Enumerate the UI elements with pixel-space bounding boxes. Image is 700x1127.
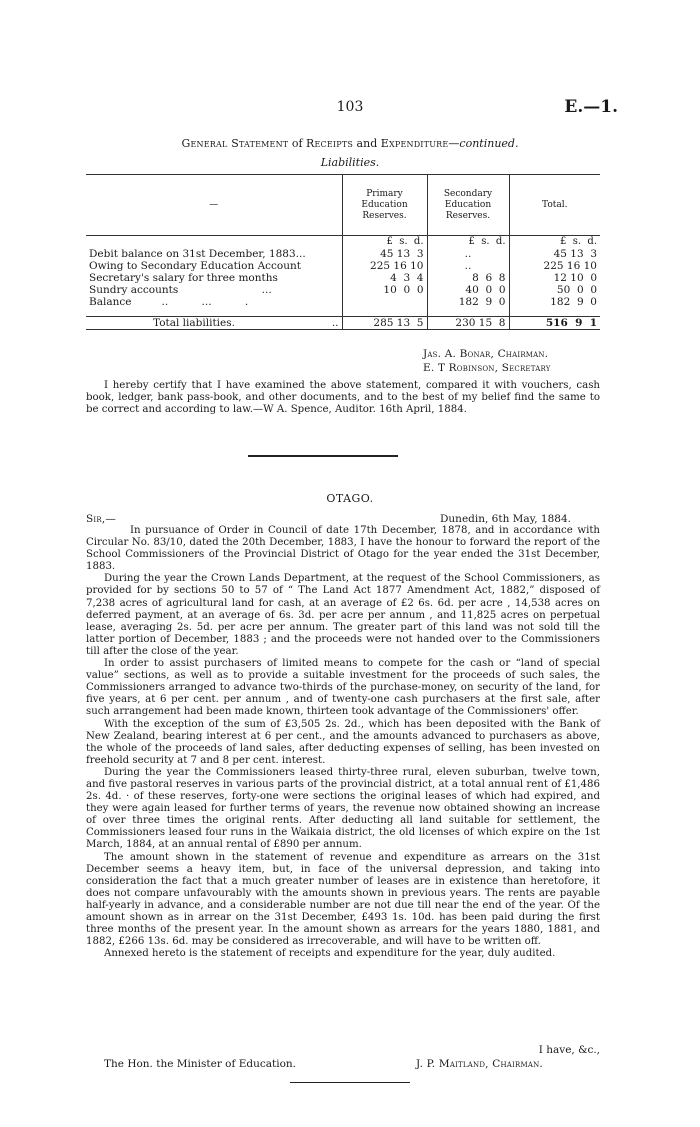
row-label: Balance .. ... . bbox=[89, 296, 249, 308]
paragraph: With the exception of the sum of £3,505 2s. 2d., which has been deposited with the Bank of New Zealand, bearing interest at 6 per cent., and the amounts advanced to purchasers as above, the whole of the proceeds of land sales, after deducting expenses of selling, has been invested on freehold security at 7 and 8 per cent. interest. bbox=[86, 718, 600, 766]
table-row bbox=[86, 284, 600, 296]
table-corner: — bbox=[86, 175, 342, 236]
signatory: J. P. Maitland, Chairman. bbox=[416, 1058, 543, 1070]
row-label: Owing to Secondary Education Account bbox=[89, 260, 301, 272]
paragraph: Annexed hereto is the statement of receipts and expenditure for the year, duly audited. bbox=[104, 948, 556, 960]
secondary-value: 40 0 0 bbox=[427, 284, 509, 296]
title-part-general-statement: General Statement bbox=[181, 137, 289, 150]
statement-title bbox=[80, 137, 620, 150]
table-units-row bbox=[86, 236, 600, 249]
primary-value: 4 3 4 bbox=[342, 272, 427, 284]
title-part-and: and bbox=[353, 137, 381, 150]
title-part-receipts: Receipts bbox=[306, 137, 354, 150]
table-row bbox=[86, 272, 600, 284]
primary-value: 225 16 10 bbox=[342, 260, 427, 272]
title-part-expenditure: Expenditure bbox=[380, 137, 449, 150]
unit-label: £ s. d. bbox=[342, 236, 427, 249]
table-row bbox=[86, 248, 600, 260]
table-header-row bbox=[86, 175, 600, 236]
total-value: 12 10 0 bbox=[509, 272, 600, 284]
section-heading: OTAGO. bbox=[326, 492, 374, 505]
total-value: 45 13 3 bbox=[509, 248, 600, 260]
document-code: E.—1. bbox=[564, 97, 618, 117]
row-label: Debit balance on 31st December, 1883... bbox=[89, 248, 306, 260]
letter-date: Dunedin, 6th May, 1884. bbox=[440, 513, 571, 525]
page-number: 103 bbox=[336, 99, 364, 115]
closing-divider bbox=[290, 1082, 410, 1083]
table-row bbox=[86, 296, 600, 317]
chairman-signature: Jas. A. Bonar, Chairman. bbox=[423, 348, 549, 360]
secondary-value: 182 9 0 bbox=[427, 296, 509, 317]
total-value: 50 0 0 bbox=[509, 284, 600, 296]
paragraph: During the year the Commissioners leased thirty-three rural, eleven suburban, twelve town, and five pastoral reserves in various parts of the provincial district, at a total annual rent of £1,486 2s. 4d. · of these reserves, forty-one were sections the original leases of which had expired, and they were again leased for further terms of years, the revenue now obtained showing an increase of over three times the original rents. After deducting all land suitable for settlement, the Commissioners leased four runs in the Waikaia district, the old licenses of which expire on the 1st March, 1884, at an annual rental of £890 per annum. bbox=[86, 766, 600, 851]
table-row bbox=[86, 260, 600, 272]
secondary-value: .. bbox=[427, 248, 509, 260]
total-value: 182 9 0 bbox=[509, 296, 600, 317]
title-part-continued: —continued. bbox=[448, 137, 519, 150]
row-label: Sundry accounts ... bbox=[89, 284, 272, 296]
closing-phrase: I have, &c., bbox=[538, 1044, 600, 1056]
grand-total: 516 9 1 bbox=[509, 317, 600, 330]
unit-label: £ s. d. bbox=[427, 236, 509, 249]
salutation: Sir,— bbox=[86, 513, 117, 525]
paragraph: In pursuance of Order in Council of date 17th December, 1878, and in accordance with Circular No. 83/10, dated the 20th December, 1883, I have the honour to forward the report of the School Commissioners of the Provincial District of Otago for the year ended the 31st December, 1883. bbox=[86, 525, 600, 573]
secondary-value: .. bbox=[427, 260, 509, 272]
primary-value bbox=[342, 296, 427, 317]
auditor-certificate bbox=[86, 380, 600, 416]
total-dots: .. bbox=[331, 317, 339, 329]
primary-value: 45 13 3 bbox=[342, 248, 427, 260]
letter-body bbox=[86, 525, 600, 960]
table-total-row bbox=[86, 317, 600, 330]
total-secondary: 230 15 8 bbox=[427, 317, 509, 330]
unit-label: £ s. d. bbox=[509, 236, 600, 249]
certificate-text: I hereby certify that I have examined the above statement, compared it with vouchers, cash book, ledger, bank pass-book, and other documents, and to the best of my belief find the same to be correct and according to law.—W A. Spence, Auditor. 16th April, 1884. bbox=[86, 380, 600, 416]
statement-subtitle: Liabilities. bbox=[320, 156, 380, 169]
total-value: 225 16 10 bbox=[509, 260, 600, 272]
paragraph: In order to assist purchasers of limited means to compete for the cash or “land of special value” sections, as well as to provide a suitable investment for the proceeds of such sales, the Commissioners arranged to advance two-thirds of the purchase-money, on security of the land, for five years, at 6 per cent. per annum , and of twenty-one cash purchasers at the first sale, after such arrangement had been made known, thirteen took advantage of the Commissioners' offer. bbox=[86, 658, 600, 718]
secretary-signature: E. T Robinson, Secretary bbox=[423, 362, 551, 374]
column-header-secondary: Secondary Education Reserves. bbox=[427, 175, 509, 236]
total-primary: 285 13 5 bbox=[342, 317, 427, 330]
liabilities-table bbox=[86, 174, 600, 330]
title-part-of: of bbox=[288, 137, 307, 150]
column-header-total: Total. bbox=[509, 175, 600, 236]
primary-value: 10 0 0 bbox=[342, 284, 427, 296]
total-label: Total liabilities. bbox=[153, 317, 235, 329]
paragraph: During the year the Crown Lands Department, at the request of the School Commissioners, as provided for by sections 50 to 57 of “ The Land Act 1877 Amendment Act, 1882,” disposed of 7,238 acres of agricultural land for cash, at an average of £2 6s. 6d. per acre , 14,538 acres on deferred payment, at an average of 6s. 3d. per acre per annum , and 11,825 acres on perpetual lease, averaging 2s. 5d. per acre per annum. The greater part of this land was not sold till the latter portion of December, 1883 ; and the proceeds were not handed over to the Commissioners till after the close of the year. bbox=[86, 573, 600, 657]
addressee: The Hon. the Minister of Education. bbox=[104, 1058, 297, 1070]
secondary-value: 8 6 8 bbox=[427, 272, 509, 284]
paragraph: The amount shown in the statement of revenue and expenditure as arrears on the 31st December seems a heavy item, but, in face of the universal depression, and taking into consideration the fact that a much greater number of leases are in existence than heretofore, it does not compare unfavourably with the amounts shown in previous years. The rents are payable half-yearly in advance, and a considerable number are not due till near the end of the year. Of the amount shown as in arrear on the 31st December, £493 1s. 10d. has been paid during the first three months of the present year. In the amount shown as arrears for the years 1880, 1881, and 1882, £266 13s. 6d. may be considered as irrecoverable, and will have to be written off. bbox=[86, 851, 600, 948]
column-header-primary: Primary Education Reserves. bbox=[342, 175, 427, 236]
section-divider bbox=[248, 455, 398, 457]
row-label: Secretary's salary for three months bbox=[89, 272, 278, 284]
